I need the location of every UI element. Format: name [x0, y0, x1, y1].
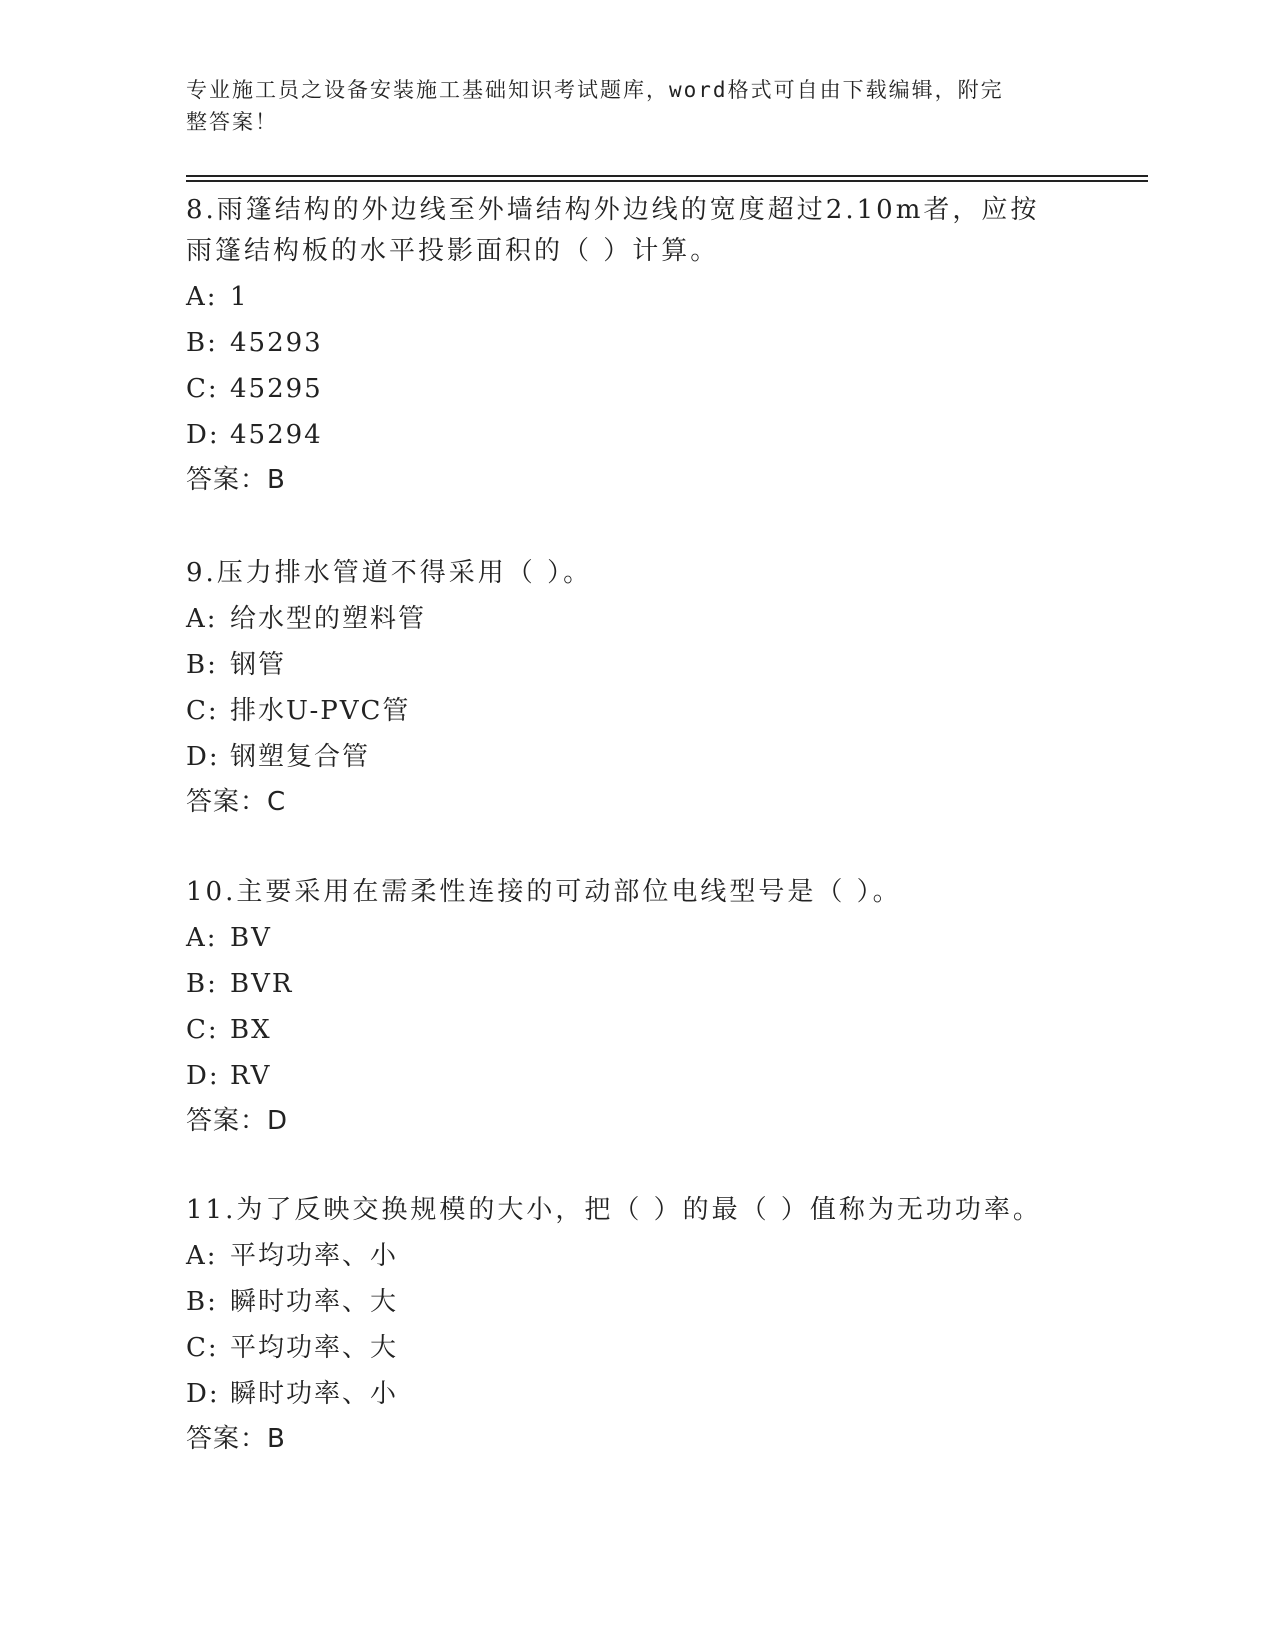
answer-label: 答案：D — [186, 1106, 289, 1136]
question-10 — [186, 872, 1066, 1143]
option-key: C: — [186, 1333, 219, 1363]
option-b — [186, 1279, 1066, 1325]
option-a — [186, 596, 1066, 642]
question-11 — [186, 1190, 1066, 1461]
option-key: C: — [186, 696, 219, 726]
option-key: C: — [186, 374, 219, 404]
answer-label: 答案：B — [186, 465, 286, 495]
header-divider-top — [186, 175, 1148, 177]
option-key: A: — [186, 282, 218, 312]
question-stem: 9.压力排水管道不得采用（ ）。 — [186, 558, 593, 588]
answer-label: 答案：B — [186, 1424, 286, 1454]
option-d — [186, 1371, 1066, 1417]
option-c — [186, 1325, 1066, 1371]
option-text: BVR — [230, 969, 294, 999]
option-text: 瞬时功率、大 — [230, 1287, 399, 1317]
option-b — [186, 642, 1066, 688]
option-c — [186, 366, 1066, 412]
question-stem: 8.雨篷结构的外边线至外墙结构外边线的宽度超过2.10m者，应按雨篷结构板的水平投影面积的（ ）计算。 — [186, 195, 1040, 266]
option-text: BV — [230, 923, 272, 953]
option-key: C: — [186, 1015, 219, 1045]
option-a — [186, 274, 1066, 320]
option-text: 平均功率、大 — [230, 1333, 399, 1363]
option-key: A: — [186, 1241, 218, 1271]
option-a — [186, 1233, 1066, 1279]
option-text: 钢管 — [230, 650, 287, 680]
option-key: B: — [186, 1287, 218, 1317]
option-text: 平均功率、小 — [230, 1241, 399, 1271]
question-9 — [186, 553, 1066, 824]
header-divider-bottom — [186, 180, 1148, 182]
option-d — [186, 412, 1066, 458]
option-key: B: — [186, 650, 218, 680]
question-stem: 10.主要采用在需柔性连接的可动部位电线型号是（ ）。 — [186, 877, 902, 907]
option-c — [186, 1007, 1066, 1053]
option-key: A: — [186, 923, 218, 953]
option-text: 瞬时功率、小 — [230, 1379, 399, 1409]
option-a — [186, 915, 1066, 961]
option-key: D: — [186, 420, 220, 450]
option-text: 1 — [230, 282, 249, 312]
document-header — [186, 74, 1066, 138]
answer-label: 答案：C — [186, 787, 287, 817]
option-text: RV — [230, 1061, 272, 1091]
option-text: 给水型的塑料管 — [230, 604, 427, 634]
question-8 — [186, 190, 1066, 502]
option-d — [186, 734, 1066, 780]
option-key: D: — [186, 1379, 220, 1409]
header-line-1: 专业施工员之设备安装施工基础知识考试题库，word格式可自由下载编辑，附完 — [186, 78, 1004, 102]
option-text: 45295 — [230, 374, 323, 404]
option-b — [186, 320, 1066, 366]
option-key: A: — [186, 604, 218, 634]
option-key: D: — [186, 742, 220, 772]
option-key: B: — [186, 328, 218, 358]
option-text: 钢塑复合管 — [230, 742, 371, 772]
option-d — [186, 1053, 1066, 1099]
option-text: BX — [230, 1015, 272, 1045]
option-text: 45293 — [230, 328, 323, 358]
option-b — [186, 961, 1066, 1007]
question-stem: 11.为了反映交换规模的大小，把（ ）的最（ ）值称为无功功率。 — [186, 1195, 1042, 1225]
option-key: D: — [186, 1061, 220, 1091]
option-text: 45294 — [230, 420, 323, 450]
header-line-2: 整答案！ — [186, 110, 278, 134]
option-c — [186, 688, 1066, 734]
option-text: 排水U-PVC管 — [230, 696, 411, 726]
option-key: B: — [186, 969, 218, 999]
